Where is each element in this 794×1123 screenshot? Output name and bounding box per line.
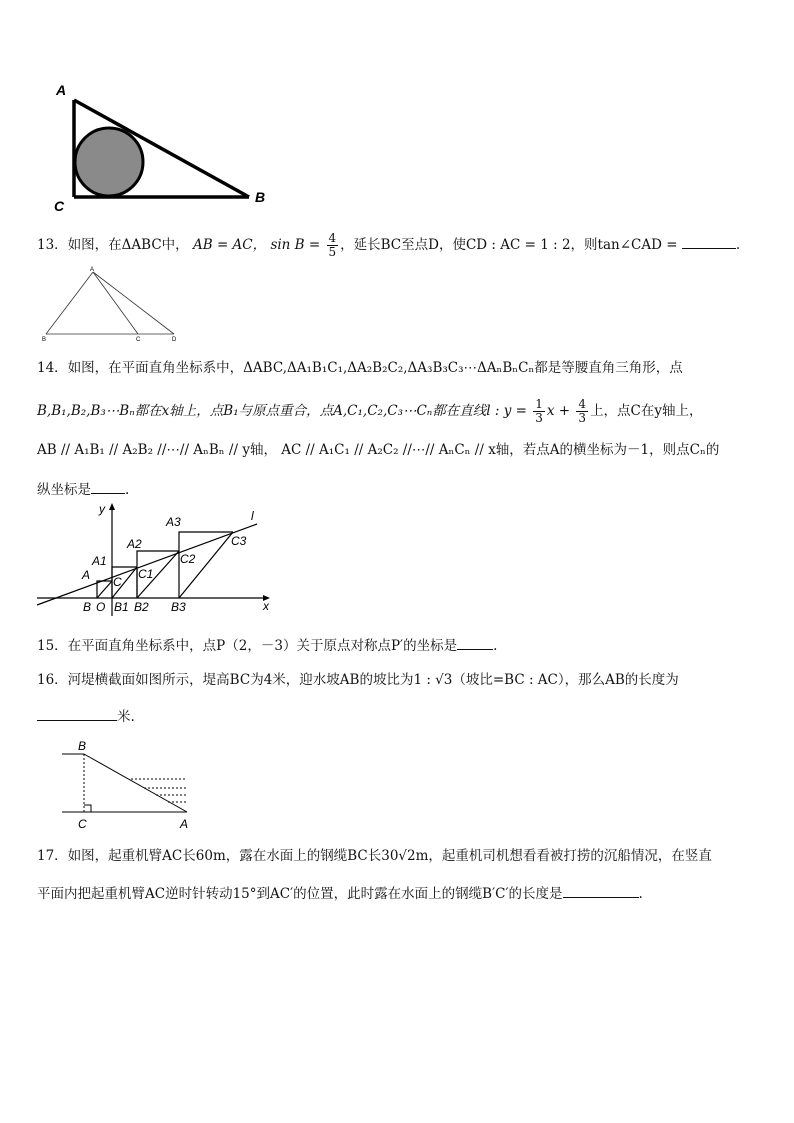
q17-answer-blank[interactable]	[563, 883, 639, 898]
label-o: O	[96, 600, 106, 614]
question-13	[37, 232, 740, 259]
label-b2: B2	[134, 600, 149, 614]
q16-embankment-figure	[60, 737, 200, 833]
q16-text-line-1: 河堤横截面如图所示，堤高BC为4米，迎水坡AB的坡比为1 : √3（坡比=BC : AC），那么AB的长度为	[67, 672, 679, 688]
q13-fraction: $\frac{4}{5}$	[328, 231, 337, 259]
q13-figure	[38, 262, 188, 344]
question-number: 13．	[37, 237, 68, 253]
label-b: B	[83, 600, 92, 614]
q14-text-line-3: AB // A₁B₁ // A₂B₂ //⋯// AₙBₙ // y轴， AC // A₁C₁ // A₂C₂ //⋯// AₙCₙ // x轴，若点A的横坐标为－1，则点Cₙ的	[37, 442, 720, 458]
q15-text: 在平面直角坐标系中，点P（2，－3）关于原点对称点P′的坐标是	[67, 638, 458, 654]
label-a: A	[56, 82, 67, 98]
question-15	[37, 635, 497, 656]
q15-end: .	[493, 638, 498, 654]
q13-label-d: D	[172, 337, 177, 343]
label-b: B	[255, 189, 266, 205]
label-a1: A1	[92, 554, 107, 568]
q16-text-line-2: 米.	[117, 709, 135, 725]
q14-text-line-1: 如图，在平面直角坐标系中，ΔABC,ΔA₁B₁C₁,ΔA₂B₂C₂,ΔA₃B₃C₃⋯ΔAₙBₙCₙ都是等腰直角三角形，点	[67, 360, 683, 376]
question-16-line-1	[37, 670, 679, 690]
q13-text-2: AB = AC，	[192, 237, 267, 253]
question-17-line-1	[37, 846, 712, 866]
label-b3: B3	[171, 600, 186, 614]
label-l: l	[251, 509, 254, 523]
q14-text-line-2a: B,B₁,B₂,B₃⋯Bₙ都在x轴上，点B₁与原点重合，点A,C₁,C₂,C₃⋯Cₙ都在直线l : y =	[37, 403, 527, 419]
label-x: x	[263, 599, 269, 613]
q13-text-3: sin B =	[270, 237, 321, 253]
label-a2: A2	[127, 537, 142, 551]
q16-label-a: A	[180, 817, 189, 831]
question-number: 16．	[37, 672, 68, 688]
q14-end: .	[125, 482, 130, 498]
label-c1: C1	[138, 567, 154, 581]
q14-fraction-1: $\frac{1}{3}$	[535, 397, 543, 425]
label-a: A	[82, 568, 91, 582]
q14-fraction-2: $\frac{4}{3}$	[578, 397, 587, 425]
q16-label-b: B	[78, 739, 87, 753]
q17-text-line-2: 平面内把起重机臂AC逆时针转动15°到AC′的位置，此时露在水面上的钢缆B′C′的长度是	[37, 886, 563, 902]
q13-text-4: ，延长BC至点D，使CD : AC = 1 : 2，则tan∠CAD =	[340, 237, 678, 253]
question-16-line-2	[37, 706, 135, 727]
line-l	[37, 524, 257, 605]
label-a3: A3	[166, 515, 181, 529]
q17-end: .	[638, 886, 643, 902]
label-y: y	[99, 502, 105, 516]
q13-label-b: B	[42, 337, 47, 343]
label-c3: C3	[231, 534, 247, 548]
q15-answer-blank[interactable]	[457, 635, 493, 650]
label-c: C	[54, 198, 65, 214]
question-17-line-2	[37, 883, 643, 904]
label-b1: B1	[114, 600, 129, 614]
q14-coordinate-figure	[35, 498, 280, 620]
question-number: 14．	[37, 360, 68, 376]
q14-text-line-2c: 上，点C在y轴上，	[590, 403, 703, 419]
q17-text-line-1: 如图，起重机臂AC长60m，露在水面上的钢缆BC长30√2m，起重机司机想看看被打捞的沉船情况，在竖直	[67, 848, 712, 864]
question-14-line-1	[37, 358, 683, 378]
q13-end: .	[735, 237, 741, 253]
q14-answer-blank[interactable]	[91, 479, 125, 494]
question-number: 17．	[37, 848, 68, 864]
question-14-line-3	[37, 440, 719, 460]
q16-answer-blank[interactable]	[37, 706, 117, 721]
question-14-line-2	[37, 398, 703, 425]
incircle-triangle-figure	[45, 78, 275, 218]
incircle	[75, 128, 143, 196]
q14-text-line-2b: x +	[546, 403, 571, 419]
label-c: C	[113, 575, 122, 589]
label-c2: C2	[180, 552, 196, 566]
q13-answer-blank[interactable]	[682, 234, 736, 249]
q13-text-1: 如图，在ΔABC中，	[67, 237, 189, 253]
question-number: 15．	[37, 638, 68, 654]
q16-label-c: C	[78, 817, 87, 831]
q14-text-line-4: 纵坐标是	[37, 482, 91, 498]
q13-label-c: C	[136, 337, 141, 343]
question-14-line-4	[37, 479, 129, 500]
q13-label-a: A	[90, 267, 95, 273]
